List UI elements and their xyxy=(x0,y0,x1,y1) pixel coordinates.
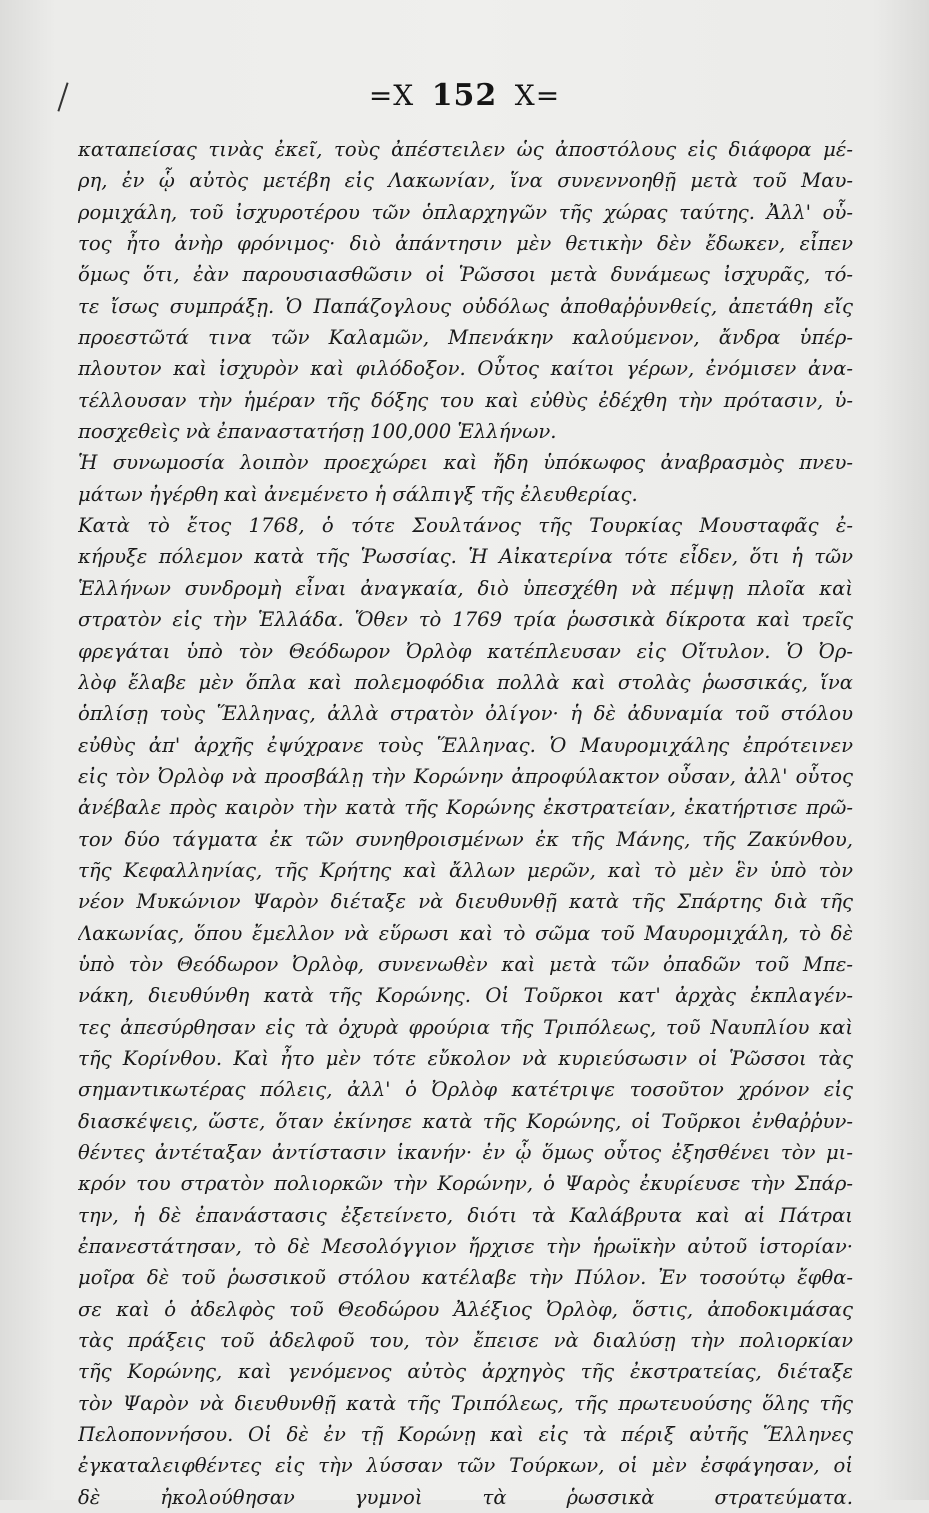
text-line: θέντες ἀντέταξαν ἀντίστασιν ἱκανήν· ἐν ᾧ ὅμως οὗτος ἐξησθένει τὸν μι- xyxy=(78,1141,853,1164)
text-line: τῆς Κορίνθου. Καὶ ἦτο μὲν τότε εὔκολον νὰ κυριεύσωσιν οἱ Ῥῶσσοι τὰς xyxy=(78,1046,853,1070)
page-number: 152 xyxy=(431,78,498,113)
body-text xyxy=(78,134,853,1513)
text-line: μοῖρα δὲ τοῦ ῥωσσικοῦ στόλου κατέλαβε τὴν Πύλον. Ἐν τοσούτῳ ἔφθα- xyxy=(78,1266,853,1290)
text-line: στρατὸν εἰς τὴν Ἑλλάδα. Ὅθεν τὸ 1769 τρία ῥωσσικὰ δίκροτα καὶ τρεῖς xyxy=(78,608,853,632)
text-line: ρη, ἐν ᾧ αὐτὸς μετέβη εἰς Λακωνίαν, ἵνα συνεννοηθῇ μετὰ τοῦ Μαυ- xyxy=(78,169,853,193)
text-line: διασκέψεις, ὥστε, ὅταν ἐκίνησε κατὰ τῆς Κορώνης, οἱ Τοῦρκοι ἐνθαῤῥυν- xyxy=(78,1109,853,1133)
text-line: προεστῶτά τινα τῶν Καλαμῶν, Μπενάκην καλούμενον, ἄνδρα ὑπέρ- xyxy=(78,326,853,350)
text-line: μάτων ἠγέρθη καὶ ἀνεμένετο ἡ σάλπιγξ τῆς ἐλευθερίας. xyxy=(78,482,638,506)
text-line: τῆς Κεφαλληνίας, τῆς Κρήτης καὶ ἄλλων μερῶν, καὶ τὸ μὲν ἓν ὑπὸ τὸν xyxy=(78,858,853,882)
text-line: λὸφ ἔλαβε μὲν ὅπλα καὶ πολεμοφόδια πολλὰ καὶ στολὰς ῥωσσικάς, ἵνα xyxy=(78,670,853,694)
text-line: καταπείσας τινὰς ἐκεῖ, τοὺς ἀπέστειλεν ὡς ἀποστόλους εἰς διάφορα μέ- xyxy=(78,138,853,161)
text-line: τες ἀπεσύρθησαν εἰς τὰ ὀχυρὰ φρούρια τῆς Τριπόλεως, τοῦ Ναυπλίου καὶ xyxy=(78,1015,853,1039)
text-line: σημαντικωτέρας πόλεις, ἀλλ' ὁ Ὀρλὸφ κατέτριψε τοσοῦτον χρόνον εἰς xyxy=(78,1078,853,1102)
text-line: Πελοποννήσου. Οἱ δὲ ἐν τῇ Κορώνῃ καὶ εἰς τὰ πέριξ αὐτῆς Ἕλληνες xyxy=(78,1423,853,1447)
text-line: νάκη, διευθύνθη κατὰ τῆς Κορώνης. Οἱ Τοῦρκοι κατ' ἀρχὰς ἐκπλαγέν- xyxy=(78,984,853,1008)
text-line: ὅμως ὅτι, ἐὰν παρουσιασθῶσιν οἱ Ῥῶσσοι μετὰ δυνάμεως ἰσχυρᾶς, τό- xyxy=(78,263,853,287)
text-line: τε ἴσως συμπράξῃ. Ὁ Παπάζογλους οὐδόλως ἀποθαῤῥυνθείς, ἀπετάθη εἴς xyxy=(78,294,853,318)
text-line: κρόν του στρατὸν πολιορκῶν τὴν Κορώνην, ὁ Ψαρὸς ἐκυρίευσε τὴν Σπάρ- xyxy=(78,1172,853,1196)
text-line: Κατὰ τὸ ἔτος 1768, ὁ τότε Σουλτάνος τῆς Τουρκίας Μουσταφᾶς ἐ- xyxy=(78,514,853,538)
text-line: ρομιχάλη, τοῦ ἰσχυροτέρου τῶν ὁπλαρχηγῶν τῆς χώρας ταύτης. Ἀλλ' οὗ- xyxy=(78,200,853,224)
text-line: πλουτον καὶ ἰσχυρὸν καὶ φιλόδοξον. Οὗτος καίτοι γέρων, ἐνόμισεν ἀνα- xyxy=(78,357,853,381)
text-line: ἐγκαταλειφθέντες εἰς τὴν λύσσαν τῶν Τούρκων, οἱ μὲν ἐσφάγησαν, οἱ xyxy=(78,1454,853,1478)
text-line: τος ἦτο ἀνὴρ φρόνιμος· διὸ ἀπάντησιν μὲν θετικὴν δὲν ἔδωκεν, εἶπεν xyxy=(78,232,853,256)
text-line: δὲ ἠκολούθησαν γυμνοὶ τὰ ῥωσσικὰ στρατεύματα. xyxy=(78,1485,853,1509)
text-line: Ἡ συνωμοσία λοιπὸν προεχώρει καὶ ἤδη ὑπόκωφος ἀναβρασμὸς πνευ- xyxy=(78,451,853,475)
text-line: ποσχεθεὶς νὰ ἐπαναστατήσῃ 100,000 Ἑλλήνων. xyxy=(78,420,557,444)
text-line: τῆς Κορώνης, καὶ γενόμενος αὐτὸς ἀρχηγὸς τῆς ἐκστρατείας, διέταξε xyxy=(78,1360,853,1384)
text-line: Ἑλλήνων συνδρομὴ εἶναι ἀναγκαία, διὸ ὑπεσχέθη νὰ πέμψῃ πλοῖα καὶ xyxy=(78,576,853,600)
text-line: κήρυξε πόλεμον κατὰ τῆς Ῥωσσίας. Ἡ Αἰκατερίνα τότε εἶδεν, ὅτι ἡ τῶν xyxy=(78,545,853,569)
text-line: ὑπὸ τὸν Θεόδωρον Ὀρλὸφ, συνενωθὲν καὶ μετὰ τῶν ὀπαδῶν τοῦ Μπε- xyxy=(78,952,853,976)
left-ornament: =⁠Χ xyxy=(368,79,415,112)
text-line: νέον Μυκώνιον Ψαρὸν διέταξε νὰ διευθυνθῇ κατὰ τῆς Σπάρτης διὰ τῆς xyxy=(78,890,853,914)
text-line: εὐθὺς ἀπ' ἀρχῆς ἐψύχρανε τοὺς Ἕλληνας. Ὁ Μαυρομιχάλης ἐπρότεινεν xyxy=(78,733,853,757)
text-line: ἀνέβαλε πρὸς καιρὸν τὴν κατὰ τῆς Κορώνης ἐκστρατείαν, ἐκατήρτισε πρῶ- xyxy=(78,796,853,820)
right-ornament: Χ= xyxy=(514,79,561,112)
text-line: σε καὶ ὁ ἀδελφὸς τοῦ Θεοδώρου Ἀλέξιος Ὀρλὸφ, ὅστις, ἀποδοκιμάσας xyxy=(78,1297,853,1321)
text-line: τὰς πράξεις τοῦ ἀδελφοῦ του, τὸν ἔπεισε νὰ διαλύσῃ τὴν πολιορκίαν xyxy=(78,1329,853,1353)
text-line: την, ἡ δὲ ἐπανάστασις ἐξετείνετο, διότι τὰ Καλάβρυτα καὶ αἱ Πάτραι xyxy=(78,1203,853,1227)
text-line: εἰς τὸν Ὀρλὸφ νὰ προσβάλῃ τὴν Κορώνην ἀπροφύλακτον οὖσαν, ἀλλ' οὗτος xyxy=(78,764,853,788)
text-line: Λακωνίας, ὅπου ἔμελλον νὰ εὕρωσι καὶ τὸ σῶμα τοῦ Μαυρομιχάλη, τὸ δὲ xyxy=(78,921,853,945)
text-line: τον δύο τάγματα ἐκ τῶν συνηθροισμένων ἐκ τῆς Μάνης, τῆς Ζακύνθου, xyxy=(78,827,853,851)
text-line: τέλλουσαν τὴν ἡμέραν τῆς δόξης του καὶ εὐθὺς ἐδέχθη τὴν πρότασιν, ὑ- xyxy=(78,388,853,412)
text-line: ἐπανεστάτησαν, τὸ δὲ Μεσολόγγιον ἤρχισε τὴν ἡρωϊκὴν αὐτοῦ ἱστορίαν· xyxy=(78,1235,853,1259)
text-line: φρεγάται ὑπὸ τὸν Θεόδωρον Ὀρλὸφ κατέπλευσαν εἰς Οἴτυλον. Ὁ Ὀρ- xyxy=(78,639,853,663)
page-header xyxy=(0,78,929,113)
text-line: ὁπλίσῃ τοὺς Ἕλληνας, ἀλλὰ στρατὸν ὀλίγον· ἡ δὲ ἀδυναμία τοῦ στόλου xyxy=(78,702,853,726)
text-line: τὸν Ψαρὸν νὰ διευθυνθῇ κατὰ τῆς Τριπόλεως, τῆς πρωτευούσης ὅλης τῆς xyxy=(78,1391,853,1415)
